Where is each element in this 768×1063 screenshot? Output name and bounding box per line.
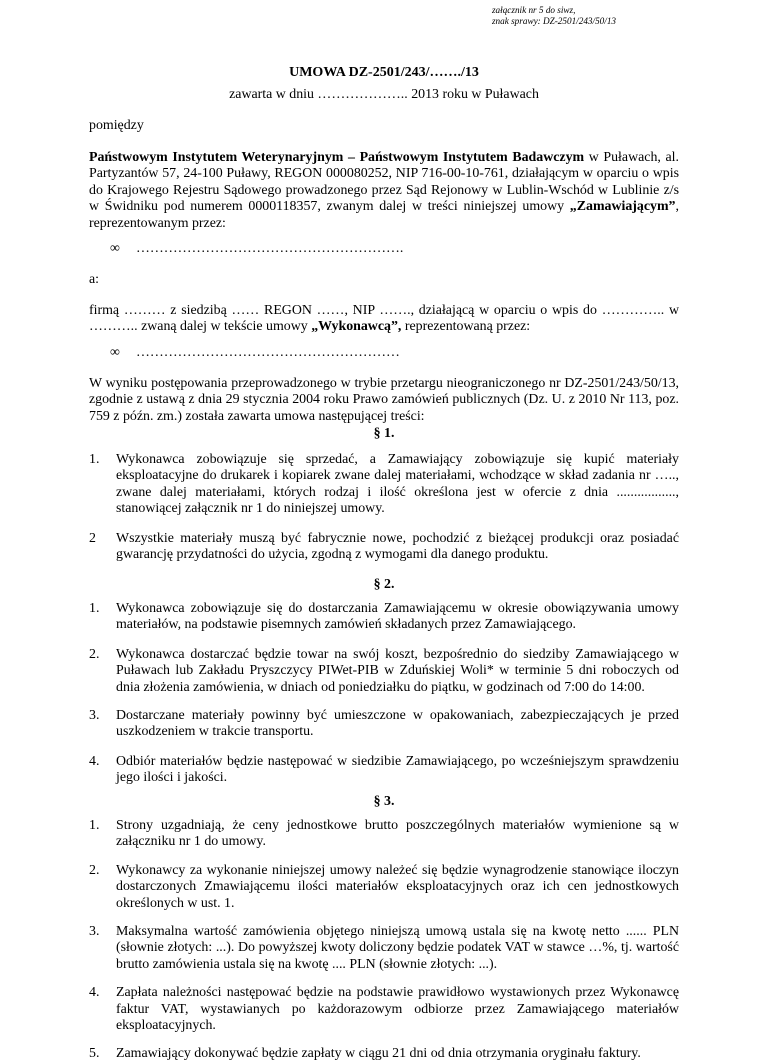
party2-tail: reprezentowaną przez: [401,319,531,335]
section-2-heading: § 2. [373,577,395,592]
party2-paragraph [89,303,679,336]
item-number: 1. [89,452,100,467]
party2-representative-blank: ………………………………………………… [136,345,400,360]
item-text: Maksymalna wartość zamówienia objętego niniejszą umową ustala się na kwotę netto ...... PLN (słownie złotych: ...). Do powyższej kwoty doliczony będzie podatek VAT w stawce …%, tj. wartość brutto zamówienia ustala się na kwotę .... PLN (słownie złotych: ...). [116,924,679,972]
between-label: pomiędzy [89,118,144,133]
header-note-attachment: załącznik nr 5 do siwz, [491,5,576,15]
item-number: 2. [89,647,100,662]
item-number: 4. [89,754,100,769]
item-number: 3. [89,924,100,940]
item-text: Strony uzgadniają, że ceny jednostkowe brutto poszczególnych materiałów wymienione są w załączniku nr 1 do umowy. [116,818,679,850]
item-number: 1. [89,601,100,616]
party2-representative [110,345,670,361]
item-text: Wykonawca zobowiązuje się do dostarczania Zamawiającemu w okresie obowiązywania umowy materiałów, na podstawie pisemnych zamówień składanych przez Zamawiającego. [116,601,679,633]
party1-tail: , reprezentowanym przez: [89,199,679,231]
item-number: 2 [89,531,96,546]
party1-representative-blank: …………………………………………………. [136,241,404,256]
item-number: 5. [89,1046,100,1062]
section-1-heading: § 1. [373,426,395,441]
party1-details: w Puławach, al. Partyzantów 57, 24-100 Puławy, REGON 000080252, NIP 716-00-10-761, działającym w oparciu o wpis do Krajowego Rejestru Sądowego prowadzonego przez Sąd Rejonowy w Lublin-Wschód w Lublinie z/s w Świdniku pod numerem 0000118357, zwanym dalej w treści niniejszej umowy [89,150,679,215]
bullet-symbol: ∞ [110,345,120,360]
item-text: Odbiór materiałów będzie następować w siedzibie Zamawiającego, po wcześniejszym sprawdzeniu jego ilości i jakości. [116,754,679,786]
header-note [492,5,616,27]
item-number: 2. [89,862,100,878]
intro-paragraph: W wyniku postępowania przeprowadzonego w trybie przetargu nieograniczonego nr DZ-2501/243/50/13, zgodnie z ustawą z dnia 29 stycznia 2004 roku Prawo zamówień publicznych (Dz. U. z 2010 Nr 113, poz. 759 z późn. zm.) została zawarta umowa następującej treści: [89,376,679,424]
header-note-case-number: znak sprawy: DZ-2501/243/50/13 [491,16,616,26]
item-text: Wykonawcy za wykonanie niniejszej umowy należeć się będzie wynagrodzenie stanowiące iloczyn dostarczonych Zmawiającemu ilości materiałów eksploatacyjnych oraz ich cen jednostkowych określonych w ust. 1. [116,862,679,911]
party2-details: firmą ……… z siedzibą …… REGON ……, NIP ……., działającą w oparciu o wpis do ………….. w ……….. zwaną dalej w tekście umowy [89,303,679,335]
item-text: Zamawiający dokonywać będzie zapłaty w ciągu 21 dni od dnia otrzymania oryginału faktury. [116,1046,641,1062]
item-text: Wykonawca dostarczać będzie towar na swój koszt, bezpośrednio do siedziby Zamawiającego w Puławach lub Zakładu Pryszczycy PIWet-PIB w Zduńskiej Woli* w terminie 5 dni roboczych od dnia złożenia zamówienia, w dniach od poniedziałku do piątku, w godzinach od 7:00 do 14:00. [116,647,679,695]
contract-date-place: zawarta w dniu ……………….. 2013 roku w Puławach [229,87,539,102]
item-text: Wykonawca zobowiązuje się sprzedać, a Zamawiający zobowiązuje się kupić materiały eksploatacyjne do drukarek i kopiarek zwane dalej materiałami, wchodzące w skład zadania nr ….., zwane dalej materiałami, których rodzaj i ilość określona jest w ofercie z dnia ................., stanowiącej załącznik nr 1 do niniejszej umowy. [116,452,679,517]
contract-title: UMOWA DZ-2501/243/……./13 [289,65,479,80]
item-number: 4. [89,985,100,1001]
party1-alias: „Zamawiającym” [569,199,676,215]
item-text: Zapłata należności następować będzie na podstawie prawidłowo wystawionych przez Wykonawcę faktur VAT, wystawianych po każdorazowym odbiorze przez Zamawiającego materiałów eksploatacyjnych. [116,985,679,1034]
party1-name: Państwowym Instytutem Weterynaryjnym – Państwowym Instytutem Badawczym [89,150,585,165]
and-label: a: [89,272,100,287]
item-text: Wszystkie materiały muszą być fabrycznie nowe, pochodzić z bieżącej produkcji oraz posiadać gwarancję przydatności do użycia, zgodną z wymogami dla danego produktu. [116,531,679,563]
item-number: 3. [89,708,100,723]
item-number: 1. [89,818,100,833]
party1-representative [110,241,670,257]
item-text: Dostarczane materiały powinny być umieszczone w opakowaniach, zabezpieczających je przed uszkodzeniem w trakcie transportu. [116,708,679,740]
bullet-symbol: ∞ [110,241,120,256]
party1-paragraph [89,150,679,232]
section-3-heading: § 3. [373,794,395,809]
party2-alias: „Wykonawcą”, [311,319,402,335]
